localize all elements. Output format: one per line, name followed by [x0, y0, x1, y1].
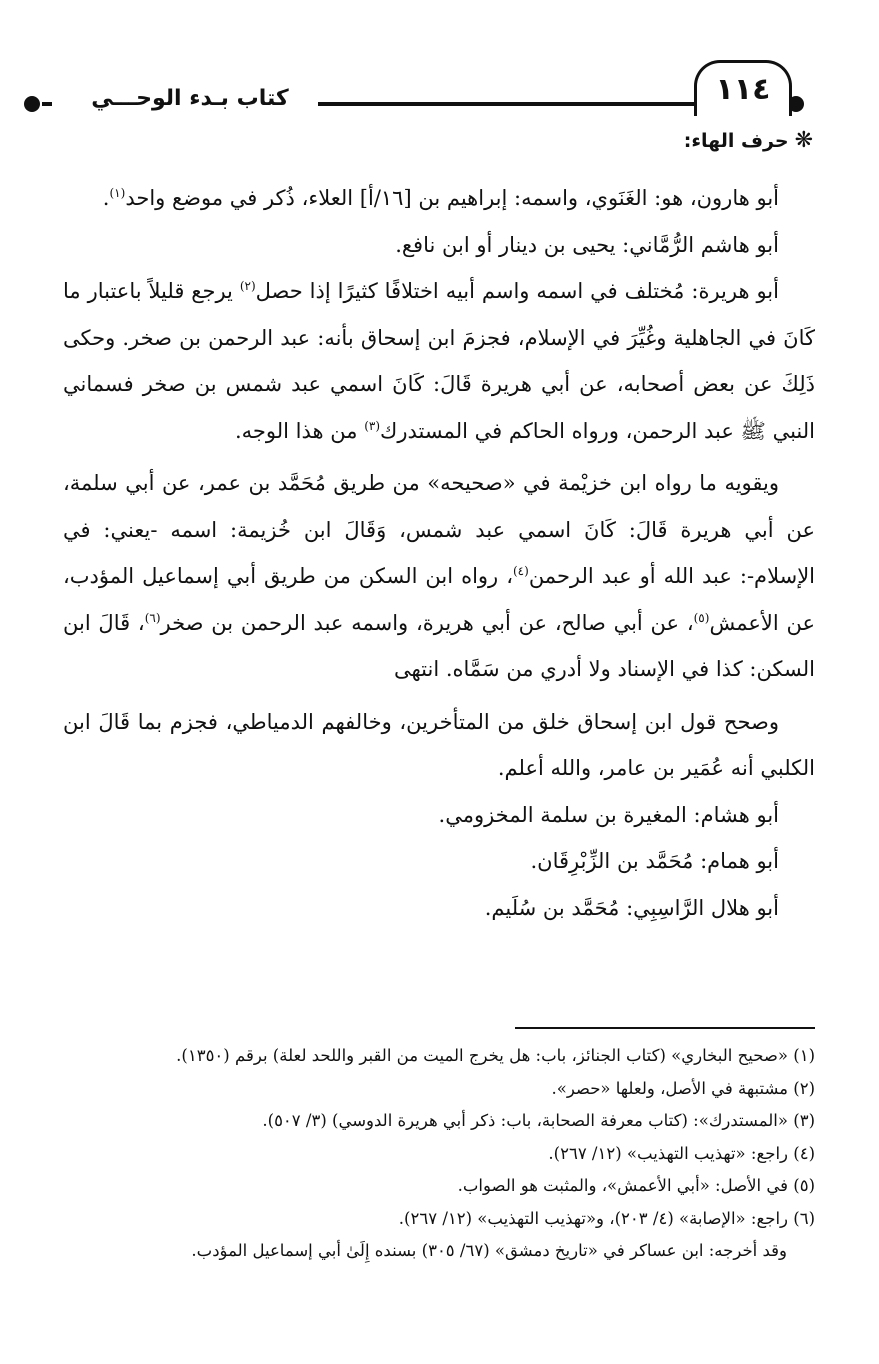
- footnote-ref-2[interactable]: (٢): [239, 279, 256, 293]
- paragraph-yuqawwih: ويقويه ما رواه ابن خزيْمة في «صحيحه» من طريق مُحَمَّد بن عمر، عن أبي سلمة، عن أبي هريرة قَالَ: كَانَ اسمي عبد شمس، وَقَالَ ابن خُزيمة: اسمه -يعني: في الإسلام-: عبد الله أو عبد الرحمن$^{(٤)}$، رواه ابن السكن من طريق أبي إسماعيل المؤدب، عن الأعمش$^{(٥)}$، عن أبي صالح، عن أبي هريرة، واسمه عبد الرحمن بن صخر$^{(٦)}$، قَالَ ابن السكن: كذا في الإسناد ولا أدري من سَمَّاه. انتهى: [63, 471, 816, 681]
- header-rule-end: [42, 102, 52, 106]
- footnote-ref-3[interactable]: (٣): [364, 418, 381, 433]
- section-title: حرف الهاء:: [683, 130, 789, 152]
- footnote-separator: [515, 1027, 815, 1029]
- running-header: [0, 58, 879, 128]
- entry-abu-hammam: أبو همام: مُحَمَّد بن الزِّبْرِقَان.: [530, 849, 779, 873]
- section-heading: [684, 128, 813, 153]
- entry-abu-harun: أبو هارون، هو: الغَنَوي، واسمه: إبراهيم بن [١٦/أ] العلاء، ذُكر في موضع واحد$^{(١)}$.: [102, 186, 779, 210]
- entry-abu-hurayra: أبو هريرة: مُختلف في اسمه واسم أبيه اختلافًا كثيرًا إذا حصل$^{(٢)}$ يرجع قليلاً باعتبار ما كَانَ في الجاهلية وغُيِّرَ في الإسلام، فجزمَ ابن إسحاق بأنه: عبد الرحمن بن صخر. وحكى ذَلِكَ عن بعض أصحابه، عن أبي هريرة قَالَ: كَانَ اسمي عبد شمس بن صخر فسماني النبي ﷺ عبد الرحمن، ورواه الحاكم في المستدرك$^{(٣)}$ من هذا الوجه.: [63, 279, 815, 443]
- entry-abu-hashim: أبو هاشم الرُّمَّاني: يحيى بن دينار أو ابن نافع.: [395, 232, 779, 257]
- ornament-star-icon: ❋: [794, 128, 813, 153]
- book-title: كتاب بـدء الوحـــي: [91, 86, 289, 111]
- entry-abu-hisham: أبو هشام: المغيرة بن سلمة المخزومي.: [438, 802, 779, 827]
- footnote-ref-4[interactable]: (٤): [512, 564, 529, 578]
- footnote-ref-5[interactable]: (٥): [693, 610, 710, 625]
- page-number: ١١٤: [694, 60, 792, 116]
- footnote-ref-6[interactable]: (٦): [144, 610, 161, 625]
- entry-abu-hilal: أبو هلال الرَّاسِبِي: مُحَمَّد بن سُلَيم.: [484, 895, 779, 920]
- footnote-6-continuation: وقد أخرجه: ابن عساكر في «تاريخ دمشق» (٦٧/ ٣٠٥) بسنده إِلَىٰ أبي إسماعيل المؤدب.: [191, 1241, 787, 1260]
- footnote-3: (٣) «المستدرك»: (كتاب معرفة الصحابة، باب: ذكر أبي هريرة الدوسي) (٣/ ٥٠٧).: [262, 1111, 815, 1130]
- paragraph-sahhah: وصحح قول ابن إسحاق خلق من المتأخرين، وخالفهم الدمياطي، فجزم بما قَالَ ابن الكلبي أنه عُمَير بن عامر، والله أعلم.: [63, 709, 815, 780]
- footnote-5: (٥) في الأصل: «أبي الأعمش»، والمثبت هو الصواب.: [457, 1176, 815, 1195]
- main-text: [63, 175, 815, 931]
- header-dot-left: [24, 96, 40, 112]
- footnote-2: (٢) مشتبهة في الأصل، ولعلها «حصر».: [551, 1078, 815, 1098]
- header-rule: [318, 102, 694, 106]
- footnote-1: (١) «صحيح البخاري» (كتاب الجنائز، باب: هل يخرج الميت من القبر واللحد لعلة) برقم (١٣٥٠).: [176, 1046, 815, 1065]
- footnote-4: (٤) راجع: «تهذيب التهذيب» (١٢/ ٢٦٧).: [548, 1143, 815, 1163]
- footnotes: [55, 1040, 815, 1268]
- footnote-6: (٦) راجع: «الإصابة» (٤/ ٢٠٣)، و«تهذيب التهذيب» (١٢/ ٢٦٧).: [398, 1208, 815, 1228]
- footnote-ref-1[interactable]: (١): [109, 186, 126, 200]
